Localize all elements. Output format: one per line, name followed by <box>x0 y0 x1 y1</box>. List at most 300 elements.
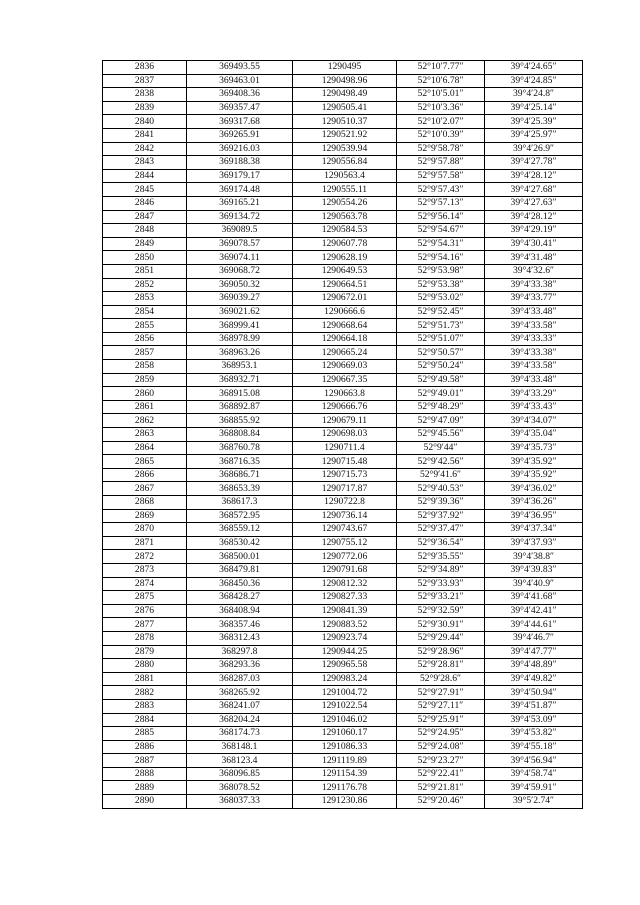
longitude-cell: 39°4′40.9″ <box>485 577 583 591</box>
table-row <box>103 496 583 510</box>
latitude-cell: 52°9′57.13″ <box>397 196 485 210</box>
point-number-cell: 2883 <box>103 699 187 713</box>
y-coordinate-cell: 1290563.78 <box>293 210 397 224</box>
x-coordinate-cell: 368096.85 <box>187 767 293 781</box>
longitude-cell: 39°4′35.73″ <box>485 441 583 455</box>
table-row <box>103 332 583 346</box>
table-row <box>103 210 583 224</box>
longitude-cell: 39°4′36.26″ <box>485 496 583 510</box>
latitude-cell: 52°9′24.08″ <box>397 740 485 754</box>
x-coordinate-cell: 369463.01 <box>187 74 293 88</box>
y-coordinate-cell: 1290883.52 <box>293 618 397 632</box>
table-row <box>103 319 583 333</box>
longitude-cell: 39°4′39.83″ <box>485 563 583 577</box>
longitude-cell: 39°4′33.77″ <box>485 292 583 306</box>
longitude-cell: 39°4′55.18″ <box>485 740 583 754</box>
x-coordinate-cell: 369357.47 <box>187 101 293 115</box>
table-row <box>103 699 583 713</box>
point-number-cell: 2868 <box>103 496 187 510</box>
x-coordinate-cell: 368999.41 <box>187 319 293 333</box>
y-coordinate-cell: 1290841.39 <box>293 604 397 618</box>
x-coordinate-cell: 369408.36 <box>187 88 293 102</box>
x-coordinate-cell: 369134.72 <box>187 210 293 224</box>
latitude-cell: 52°9′57.88″ <box>397 156 485 170</box>
longitude-cell: 39°4′34.07″ <box>485 414 583 428</box>
y-coordinate-cell: 1291022.54 <box>293 699 397 713</box>
longitude-cell: 39°4′35.92″ <box>485 455 583 469</box>
x-coordinate-cell: 369089.5 <box>187 224 293 238</box>
longitude-cell: 39°4′29.19″ <box>485 224 583 238</box>
latitude-cell: 52°10′0.39″ <box>397 128 485 142</box>
latitude-cell: 52°9′39.36″ <box>397 496 485 510</box>
table-row <box>103 563 583 577</box>
table-row <box>103 455 583 469</box>
table-row <box>103 767 583 781</box>
y-coordinate-cell: 1290628.19 <box>293 251 397 265</box>
table-row <box>103 591 583 605</box>
table-row <box>103 577 583 591</box>
table-row <box>103 264 583 278</box>
y-coordinate-cell: 1291176.78 <box>293 781 397 795</box>
y-coordinate-cell: 1290539.94 <box>293 142 397 156</box>
table-row <box>103 278 583 292</box>
longitude-cell: 39°4′24.85″ <box>485 74 583 88</box>
x-coordinate-cell: 369039.27 <box>187 292 293 306</box>
x-coordinate-cell: 368963.26 <box>187 346 293 360</box>
y-coordinate-cell: 1290772.06 <box>293 550 397 564</box>
point-number-cell: 2870 <box>103 523 187 537</box>
latitude-cell: 52°9′28.6″ <box>397 672 485 686</box>
latitude-cell: 52°9′24.95″ <box>397 727 485 741</box>
y-coordinate-cell: 1290666.76 <box>293 400 397 414</box>
latitude-cell: 52°9′25.91″ <box>397 713 485 727</box>
x-coordinate-cell: 368204.24 <box>187 713 293 727</box>
x-coordinate-cell: 368686.71 <box>187 468 293 482</box>
longitude-cell: 39°4′37.34″ <box>485 523 583 537</box>
point-number-cell: 2859 <box>103 373 187 387</box>
x-coordinate-cell: 368530.42 <box>187 536 293 550</box>
latitude-cell: 52°9′34.89″ <box>397 563 485 577</box>
x-coordinate-cell: 368408.94 <box>187 604 293 618</box>
x-coordinate-cell: 369216.03 <box>187 142 293 156</box>
latitude-cell: 52°9′53.38″ <box>397 278 485 292</box>
latitude-cell: 52°9′51.73″ <box>397 319 485 333</box>
latitude-cell: 52°9′52.45″ <box>397 305 485 319</box>
y-coordinate-cell: 1290715.48 <box>293 455 397 469</box>
latitude-cell: 52°9′36.54″ <box>397 536 485 550</box>
y-coordinate-cell: 1290679.11 <box>293 414 397 428</box>
x-coordinate-cell: 368572.95 <box>187 509 293 523</box>
longitude-cell: 39°4′51.87″ <box>485 699 583 713</box>
point-number-cell: 2875 <box>103 591 187 605</box>
latitude-cell: 52°9′40.53″ <box>397 482 485 496</box>
longitude-cell: 39°4′48.89″ <box>485 659 583 673</box>
y-coordinate-cell: 1290755.12 <box>293 536 397 550</box>
point-number-cell: 2839 <box>103 101 187 115</box>
point-number-cell: 2869 <box>103 509 187 523</box>
longitude-cell: 39°4′53.82″ <box>485 727 583 741</box>
latitude-cell: 52°9′33.93″ <box>397 577 485 591</box>
table-row <box>103 142 583 156</box>
x-coordinate-cell: 368287.03 <box>187 672 293 686</box>
latitude-cell: 52°9′23.27″ <box>397 754 485 768</box>
point-number-cell: 2882 <box>103 686 187 700</box>
table-row <box>103 156 583 170</box>
x-coordinate-cell: 368148.1 <box>187 740 293 754</box>
longitude-cell: 39°4′33.58″ <box>485 360 583 374</box>
longitude-cell: 39°4′33.29″ <box>485 387 583 401</box>
x-coordinate-cell: 369188.38 <box>187 156 293 170</box>
latitude-cell: 52°9′42.56″ <box>397 455 485 469</box>
latitude-cell: 52°9′28.81″ <box>397 659 485 673</box>
longitude-cell: 39°4′59.91″ <box>485 781 583 795</box>
coordinate-table-body <box>103 61 583 809</box>
point-number-cell: 2876 <box>103 604 187 618</box>
table-row <box>103 523 583 537</box>
point-number-cell: 2847 <box>103 210 187 224</box>
table-row <box>103 686 583 700</box>
y-coordinate-cell: 1290698.03 <box>293 428 397 442</box>
table-row <box>103 713 583 727</box>
point-number-cell: 2844 <box>103 169 187 183</box>
y-coordinate-cell: 1290663.8 <box>293 387 397 401</box>
x-coordinate-cell: 369078.57 <box>187 237 293 251</box>
longitude-cell: 39°4′35.92″ <box>485 468 583 482</box>
y-coordinate-cell: 1290665.24 <box>293 346 397 360</box>
y-coordinate-cell: 1291086.33 <box>293 740 397 754</box>
table-row <box>103 659 583 673</box>
y-coordinate-cell: 1291046.02 <box>293 713 397 727</box>
table-row <box>103 101 583 115</box>
latitude-cell: 52°10′5.01″ <box>397 88 485 102</box>
x-coordinate-cell: 368932.71 <box>187 373 293 387</box>
latitude-cell: 52°9′30.91″ <box>397 618 485 632</box>
x-coordinate-cell: 368953.1 <box>187 360 293 374</box>
table-row <box>103 360 583 374</box>
y-coordinate-cell: 1290556.84 <box>293 156 397 170</box>
table-row <box>103 88 583 102</box>
latitude-cell: 52°9′22.41″ <box>397 767 485 781</box>
longitude-cell: 39°4′31.48″ <box>485 251 583 265</box>
longitude-cell: 39°4′33.33″ <box>485 332 583 346</box>
y-coordinate-cell: 1290649.53 <box>293 264 397 278</box>
x-coordinate-cell: 369493.55 <box>187 61 293 75</box>
point-number-cell: 2879 <box>103 645 187 659</box>
y-coordinate-cell: 1290791.68 <box>293 563 397 577</box>
latitude-cell: 52°9′20.46″ <box>397 795 485 809</box>
latitude-cell: 52°9′45.56″ <box>397 428 485 442</box>
latitude-cell: 52°9′32.59″ <box>397 604 485 618</box>
point-number-cell: 2877 <box>103 618 187 632</box>
point-number-cell: 2856 <box>103 332 187 346</box>
latitude-cell: 52°9′54.31″ <box>397 237 485 251</box>
y-coordinate-cell: 1291060.17 <box>293 727 397 741</box>
x-coordinate-cell: 368978.99 <box>187 332 293 346</box>
latitude-cell: 52°9′44″ <box>397 441 485 455</box>
table-row <box>103 428 583 442</box>
point-number-cell: 2857 <box>103 346 187 360</box>
longitude-cell: 39°4′38.8″ <box>485 550 583 564</box>
x-coordinate-cell: 369179.17 <box>187 169 293 183</box>
x-coordinate-cell: 368808.84 <box>187 428 293 442</box>
x-coordinate-cell: 369317.68 <box>187 115 293 129</box>
point-number-cell: 2865 <box>103 455 187 469</box>
latitude-cell: 52°10′6.78″ <box>397 74 485 88</box>
x-coordinate-cell: 368500.01 <box>187 550 293 564</box>
longitude-cell: 39°4′44.61″ <box>485 618 583 632</box>
longitude-cell: 39°4′37.93″ <box>485 536 583 550</box>
table-row <box>103 196 583 210</box>
table-row <box>103 618 583 632</box>
longitude-cell: 39°4′28.12″ <box>485 169 583 183</box>
x-coordinate-cell: 368078.52 <box>187 781 293 795</box>
point-number-cell: 2858 <box>103 360 187 374</box>
y-coordinate-cell: 1290983.24 <box>293 672 397 686</box>
longitude-cell: 39°4′33.43″ <box>485 400 583 414</box>
table-row <box>103 400 583 414</box>
y-coordinate-cell: 1290495 <box>293 61 397 75</box>
longitude-cell: 39°4′30.41″ <box>485 237 583 251</box>
x-coordinate-cell: 368312.43 <box>187 631 293 645</box>
y-coordinate-cell: 1290555.11 <box>293 183 397 197</box>
point-number-cell: 2886 <box>103 740 187 754</box>
y-coordinate-cell: 1290498.49 <box>293 88 397 102</box>
y-coordinate-cell: 1290505.41 <box>293 101 397 115</box>
y-coordinate-cell: 1290607.78 <box>293 237 397 251</box>
table-row <box>103 645 583 659</box>
x-coordinate-cell: 368174.73 <box>187 727 293 741</box>
latitude-cell: 52°9′50.24″ <box>397 360 485 374</box>
point-number-cell: 2890 <box>103 795 187 809</box>
y-coordinate-cell: 1291154.39 <box>293 767 397 781</box>
latitude-cell: 52°9′57.43″ <box>397 183 485 197</box>
y-coordinate-cell: 1290664.51 <box>293 278 397 292</box>
latitude-cell: 52°9′49.58″ <box>397 373 485 387</box>
longitude-cell: 39°4′56.94″ <box>485 754 583 768</box>
longitude-cell: 39°4′47.77″ <box>485 645 583 659</box>
longitude-cell: 39°4′25.14″ <box>485 101 583 115</box>
table-row <box>103 169 583 183</box>
point-number-cell: 2887 <box>103 754 187 768</box>
table-row <box>103 74 583 88</box>
longitude-cell: 39°4′58.74″ <box>485 767 583 781</box>
point-number-cell: 2862 <box>103 414 187 428</box>
table-row <box>103 550 583 564</box>
table-row <box>103 509 583 523</box>
point-number-cell: 2864 <box>103 441 187 455</box>
latitude-cell: 52°9′27.91″ <box>397 686 485 700</box>
longitude-cell: 39°4′33.38″ <box>485 278 583 292</box>
table-row <box>103 414 583 428</box>
table-row <box>103 346 583 360</box>
point-number-cell: 2843 <box>103 156 187 170</box>
longitude-cell: 39°4′53.09″ <box>485 713 583 727</box>
y-coordinate-cell: 1290827.33 <box>293 591 397 605</box>
table-row <box>103 292 583 306</box>
y-coordinate-cell: 1290743.67 <box>293 523 397 537</box>
longitude-cell: 39°4′26.9″ <box>485 142 583 156</box>
y-coordinate-cell: 1290717.87 <box>293 482 397 496</box>
y-coordinate-cell: 1290965.58 <box>293 659 397 673</box>
longitude-cell: 39°4′33.38″ <box>485 346 583 360</box>
longitude-cell: 39°4′24.65″ <box>485 61 583 75</box>
longitude-cell: 39°4′33.48″ <box>485 373 583 387</box>
longitude-cell: 39°4′32.6″ <box>485 264 583 278</box>
table-row <box>103 795 583 809</box>
y-coordinate-cell: 1290944.25 <box>293 645 397 659</box>
y-coordinate-cell: 1290923.74 <box>293 631 397 645</box>
x-coordinate-cell: 368265.92 <box>187 686 293 700</box>
point-number-cell: 2840 <box>103 115 187 129</box>
latitude-cell: 52°9′33.21″ <box>397 591 485 605</box>
latitude-cell: 52°9′21.81″ <box>397 781 485 795</box>
latitude-cell: 52°9′58.78″ <box>397 142 485 156</box>
longitude-cell: 39°4′35.04″ <box>485 428 583 442</box>
point-number-cell: 2885 <box>103 727 187 741</box>
y-coordinate-cell: 1291119.89 <box>293 754 397 768</box>
point-number-cell: 2880 <box>103 659 187 673</box>
point-number-cell: 2852 <box>103 278 187 292</box>
latitude-cell: 52°10′3.36″ <box>397 101 485 115</box>
longitude-cell: 39°4′36.95″ <box>485 509 583 523</box>
x-coordinate-cell: 369074.11 <box>187 251 293 265</box>
table-row <box>103 61 583 75</box>
longitude-cell: 39°4′42.41″ <box>485 604 583 618</box>
point-number-cell: 2846 <box>103 196 187 210</box>
point-number-cell: 2874 <box>103 577 187 591</box>
point-number-cell: 2873 <box>103 563 187 577</box>
table-row <box>103 604 583 618</box>
latitude-cell: 52°9′53.02″ <box>397 292 485 306</box>
point-number-cell: 2860 <box>103 387 187 401</box>
table-row <box>103 183 583 197</box>
point-number-cell: 2849 <box>103 237 187 251</box>
longitude-cell: 39°4′41.68″ <box>485 591 583 605</box>
y-coordinate-cell: 1290736.14 <box>293 509 397 523</box>
x-coordinate-cell: 368760.78 <box>187 441 293 455</box>
point-number-cell: 2867 <box>103 482 187 496</box>
point-number-cell: 2888 <box>103 767 187 781</box>
x-coordinate-cell: 368716.35 <box>187 455 293 469</box>
x-coordinate-cell: 368479.81 <box>187 563 293 577</box>
latitude-cell: 52°9′28.96″ <box>397 645 485 659</box>
y-coordinate-cell: 1290672.01 <box>293 292 397 306</box>
latitude-cell: 52°9′41.6″ <box>397 468 485 482</box>
latitude-cell: 52°9′37.47″ <box>397 523 485 537</box>
latitude-cell: 52°9′54.16″ <box>397 251 485 265</box>
table-row <box>103 237 583 251</box>
point-number-cell: 2872 <box>103 550 187 564</box>
y-coordinate-cell: 1290667.35 <box>293 373 397 387</box>
y-coordinate-cell: 1290498.96 <box>293 74 397 88</box>
longitude-cell: 39°4′33.48″ <box>485 305 583 319</box>
x-coordinate-cell: 369165.21 <box>187 196 293 210</box>
x-coordinate-cell: 368617.3 <box>187 496 293 510</box>
y-coordinate-cell: 1290668.64 <box>293 319 397 333</box>
point-number-cell: 2836 <box>103 61 187 75</box>
y-coordinate-cell: 1290711.4 <box>293 441 397 455</box>
point-number-cell: 2848 <box>103 224 187 238</box>
point-number-cell: 2884 <box>103 713 187 727</box>
latitude-cell: 52°9′53.98″ <box>397 264 485 278</box>
longitude-cell: 39°4′33.58″ <box>485 319 583 333</box>
table-row <box>103 672 583 686</box>
y-coordinate-cell: 1290715.73 <box>293 468 397 482</box>
point-number-cell: 2866 <box>103 468 187 482</box>
y-coordinate-cell: 1290664.18 <box>293 332 397 346</box>
x-coordinate-cell: 368855.92 <box>187 414 293 428</box>
table-row <box>103 373 583 387</box>
y-coordinate-cell: 1291004.72 <box>293 686 397 700</box>
point-number-cell: 2871 <box>103 536 187 550</box>
latitude-cell: 52°9′27.11″ <box>397 699 485 713</box>
point-number-cell: 2853 <box>103 292 187 306</box>
latitude-cell: 52°9′37.92″ <box>397 509 485 523</box>
y-coordinate-cell: 1290812.32 <box>293 577 397 591</box>
x-coordinate-cell: 368653.39 <box>187 482 293 496</box>
point-number-cell: 2854 <box>103 305 187 319</box>
coordinate-table <box>102 60 583 809</box>
x-coordinate-cell: 369050.32 <box>187 278 293 292</box>
point-number-cell: 2838 <box>103 88 187 102</box>
table-row <box>103 740 583 754</box>
longitude-cell: 39°4′50.94″ <box>485 686 583 700</box>
y-coordinate-cell: 1290521.92 <box>293 128 397 142</box>
x-coordinate-cell: 368293.36 <box>187 659 293 673</box>
table-row <box>103 781 583 795</box>
y-coordinate-cell: 1290563.4 <box>293 169 397 183</box>
latitude-cell: 52°9′29.44″ <box>397 631 485 645</box>
table-row <box>103 468 583 482</box>
x-coordinate-cell: 368559.12 <box>187 523 293 537</box>
y-coordinate-cell: 1290584.53 <box>293 224 397 238</box>
x-coordinate-cell: 368123.4 <box>187 754 293 768</box>
latitude-cell: 52°9′57.58″ <box>397 169 485 183</box>
longitude-cell: 39°4′27.68″ <box>485 183 583 197</box>
latitude-cell: 52°9′35.55″ <box>397 550 485 564</box>
point-number-cell: 2851 <box>103 264 187 278</box>
longitude-cell: 39°5′2.74″ <box>485 795 583 809</box>
longitude-cell: 39°4′25.39″ <box>485 115 583 129</box>
y-coordinate-cell: 1290510.37 <box>293 115 397 129</box>
point-number-cell: 2850 <box>103 251 187 265</box>
point-number-cell: 2842 <box>103 142 187 156</box>
point-number-cell: 2861 <box>103 400 187 414</box>
longitude-cell: 39°4′27.78″ <box>485 156 583 170</box>
y-coordinate-cell: 1290722.8 <box>293 496 397 510</box>
longitude-cell: 39°4′36.02″ <box>485 482 583 496</box>
point-number-cell: 2841 <box>103 128 187 142</box>
coordinate-table-page <box>102 60 582 809</box>
x-coordinate-cell: 368357.46 <box>187 618 293 632</box>
point-number-cell: 2881 <box>103 672 187 686</box>
table-row <box>103 536 583 550</box>
x-coordinate-cell: 369265.91 <box>187 128 293 142</box>
y-coordinate-cell: 1290669.03 <box>293 360 397 374</box>
latitude-cell: 52°9′49.01″ <box>397 387 485 401</box>
x-coordinate-cell: 369068.72 <box>187 264 293 278</box>
latitude-cell: 52°9′47.09″ <box>397 414 485 428</box>
table-row <box>103 631 583 645</box>
point-number-cell: 2837 <box>103 74 187 88</box>
longitude-cell: 39°4′25.97″ <box>485 128 583 142</box>
x-coordinate-cell: 368450.36 <box>187 577 293 591</box>
table-row <box>103 128 583 142</box>
latitude-cell: 52°9′56.14″ <box>397 210 485 224</box>
y-coordinate-cell: 1290554.26 <box>293 196 397 210</box>
latitude-cell: 52°9′54.67″ <box>397 224 485 238</box>
latitude-cell: 52°10′2.07″ <box>397 115 485 129</box>
